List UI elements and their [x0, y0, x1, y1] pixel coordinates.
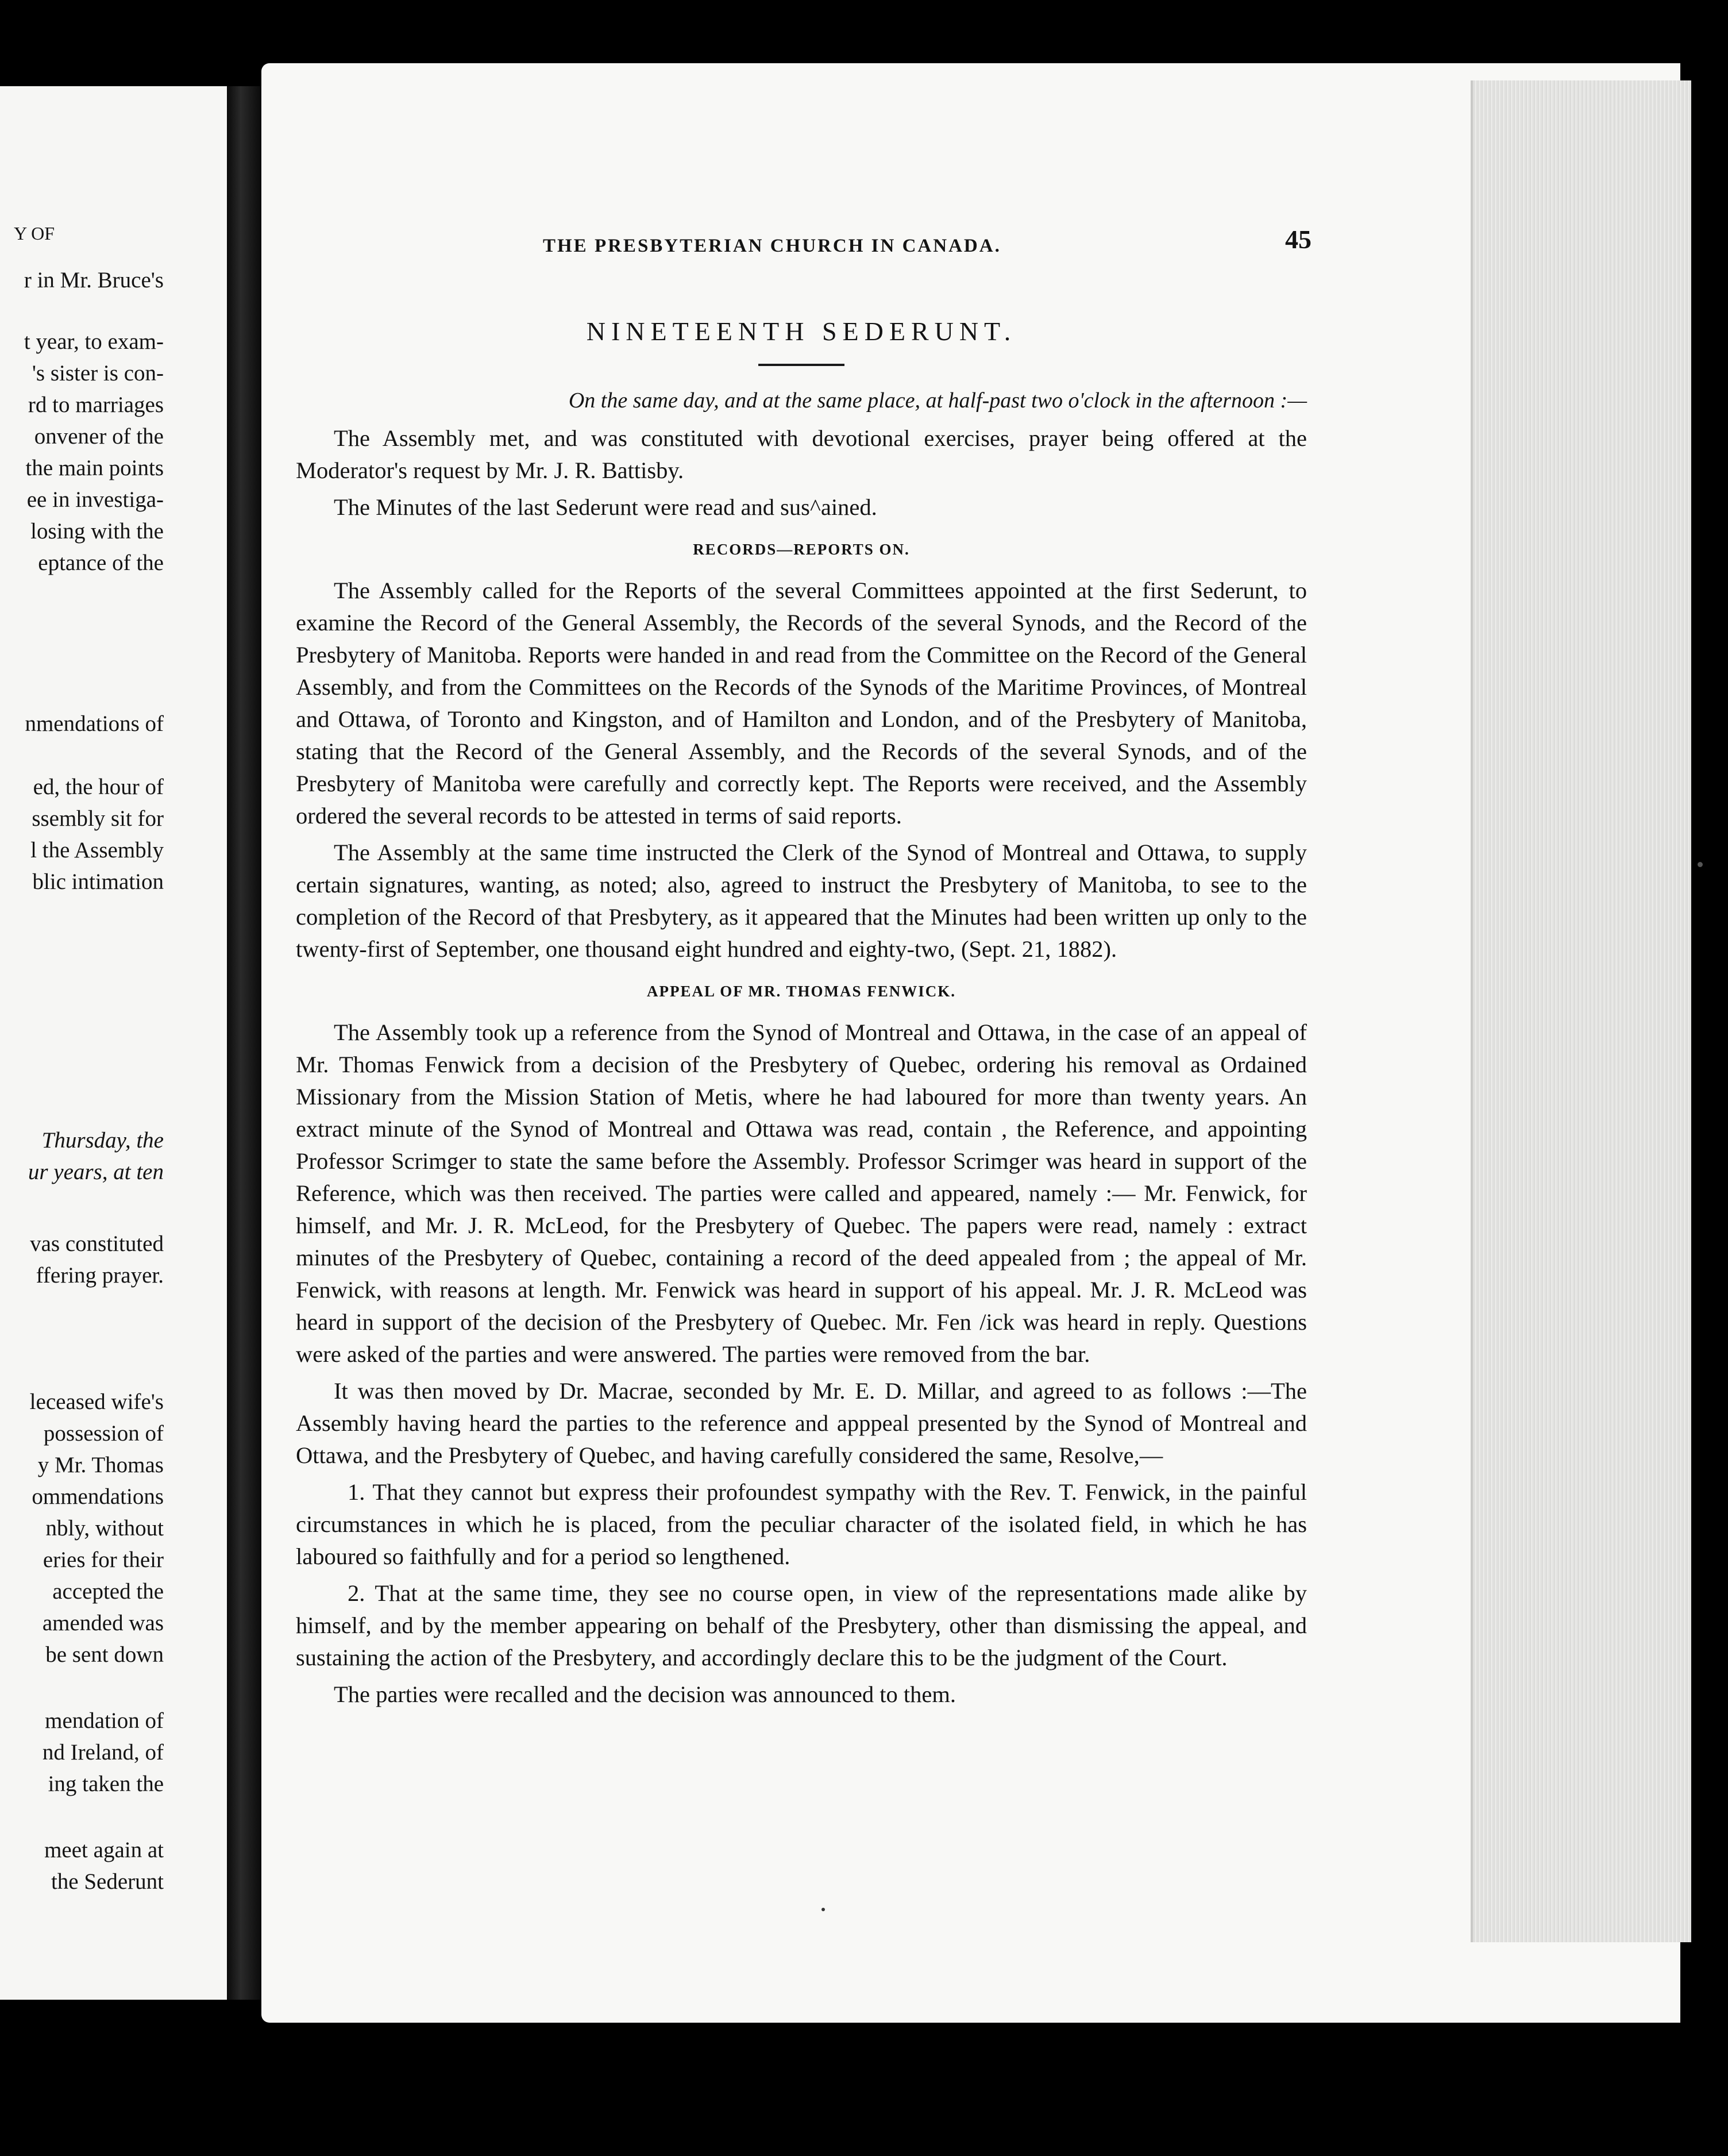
- left-line: Thursday, the: [41, 1128, 164, 1153]
- dust-speck: [821, 1908, 825, 1911]
- left-line: nmendations of: [25, 711, 164, 736]
- left-line: possession of: [43, 1421, 164, 1446]
- left-line: 's sister is con-: [32, 361, 164, 386]
- closing-paragraph: The parties were recalled and the decision was announced to them.: [334, 1681, 956, 1707]
- left-line: nbly, without: [45, 1516, 164, 1541]
- section-heading-appeal: APPEAL OF MR. THOMAS FENWICK.: [646, 983, 956, 1000]
- left-line: ur years, at ten: [28, 1160, 164, 1184]
- left-line: onvener of the: [34, 424, 164, 449]
- left-line: the Sederunt: [51, 1869, 164, 1894]
- left-line: vas constituted: [30, 1231, 164, 1256]
- left-line: leceased wife's: [29, 1389, 164, 1414]
- resolution-item: 2. That at the same time, they see no course open, in view of the representations made alike by himself, and by the member appearing on behalf of the Presbytery, other than dismissing the appeal, and sustaining the action of the Presbytery, and accordingly declare this to be the judgment of the Court.: [296, 1580, 1307, 1670]
- left-line: ssembly sit for: [32, 806, 164, 831]
- book-gutter: [227, 86, 261, 2000]
- left-line: meet again at: [44, 1838, 164, 1862]
- intro-line: On the same day, and at the same place, at half-past two o'clock in the afternoon :—: [568, 388, 1307, 413]
- left-page-fragment: [0, 86, 230, 2000]
- paragraph: It was then moved by Dr. Macrae, seconded by Mr. E. D. Millar, and agreed to as follows :—The Assembly having heard the parties to the reference and apppeal presented by the Synod of Montreal and Ottawa, and the Presbytery of Quebec, and having carefully considered the same, Resolve,—: [296, 1378, 1307, 1468]
- left-line: y Mr. Thomas: [37, 1453, 164, 1477]
- left-line: accepted the: [52, 1579, 164, 1604]
- left-line: ffering prayer.: [36, 1263, 164, 1288]
- left-line: t year, to exam-: [24, 329, 164, 354]
- sederunt-title: NINETEENTH SEDERUNT.: [586, 317, 1017, 346]
- left-line: eptance of the: [38, 550, 164, 575]
- paragraph: The Minutes of the last Sederunt were read and sus^ained.: [334, 494, 877, 520]
- left-line: the main points: [25, 456, 164, 480]
- left-line: mendation of: [45, 1708, 164, 1733]
- left-line: losing with the: [30, 519, 164, 544]
- left-line: l the Assembly: [30, 838, 164, 863]
- left-line: blic intimation: [32, 869, 164, 894]
- left-line: amended was: [42, 1611, 164, 1635]
- page-text: [296, 224, 1312, 1715]
- left-line: nd Ireland, of: [42, 1740, 164, 1765]
- left-line: ed, the hour of: [33, 775, 164, 799]
- paragraph: The Assembly at the same time instructed the Clerk of the Synod of Montreal and Ottawa, to supply certain signatures, wanting, as noted; also, agreed to instruct the Presbytery of Manitoba, to see to the completion of the Record of that Presbytery, as it appeared that the Minutes had been written up only to the twenty-first of September, one thousand eight hundred and eighty-two, (Sept. 21, 1882).: [296, 840, 1307, 962]
- paragraph: The Assembly called for the Reports of the several Committees appointed at the first Sederunt, to examine the Record of the General Assembly, the Records of the several Synods, and the Record of the Presbytery of Manitoba. Reports were handed in and read from the Committee on the Record of the General Assembly, and from the Committees on the Records of the Synods of the Maritime Provinces, of Montreal and Ottawa, of Toronto and Kingston, and of Hamilton and London, and of the Presbytery of Manitoba, stating that the Record of the General Assembly, and the Records of the several Synods, and of the Presbytery of Manitoba were carefully and correctly kept. The Reports were received, and the Assembly ordered the several records to be attested in terms of said reports.: [296, 578, 1307, 829]
- resolution-item: 1. That they cannot but express their profoundest sympathy with the Rev. T. Fenwick, in the painful circumstances in which he is placed, from the peculiar character of the isolated field, in which he has laboured so faithfully and for a period so lengthened.: [296, 1479, 1307, 1569]
- left-line: ee in investiga-: [26, 487, 164, 512]
- left-line: eries for their: [43, 1547, 164, 1572]
- left-line: ing taken the: [48, 1772, 164, 1796]
- left-line: Y OF: [14, 223, 55, 244]
- paragraph: The Assembly took up a reference from the Synod of Montreal and Ottawa, in the case of an appeal of Mr. Thomas Fenwick from a decision of the Presbytery of Quebec, ordering his removal as Ordained Missionary from the Mission Station of Metis, where he had laboured for more than twenty years. An extract minute of the Synod of Montreal and Ottawa was read, contain , the Reference, and appointing Professor Scrimger to state the same before the Assembly. Professor Scrimger was heard in support of the Reference, which was then received. The parties were called and appeared, namely :— Mr. Fenwick, for himself, and Mr. J. R. McLeod, for the Presbytery of Quebec. The papers were read, namely : extract minutes of the Presbytery of Quebec, containing a record of the deed appealed from ; the appeal of Mr. Fenwick, with reasons at length. Mr. Fenwick was heard in support of his appeal. Mr. J. R. McLeod was heard in support of the decision of the Presbytery of Quebec. Mr. Fen /ick was heard in reply. Questions were asked of the parties and were answered. The parties were removed from the bar.: [296, 1019, 1307, 1367]
- left-line: be sent down: [45, 1642, 164, 1667]
- dust-speck: [1698, 862, 1703, 867]
- page-number: 45: [1285, 225, 1312, 254]
- section-heading-records: RECORDS—REPORTS ON.: [693, 541, 910, 558]
- running-head: [296, 224, 1312, 264]
- title-rule: [758, 364, 844, 366]
- left-line: r in Mr. Bruce's: [24, 268, 164, 292]
- running-title: THE PRESBYTERIAN CHURCH IN CANADA.: [543, 236, 1001, 256]
- page-edges: [1471, 80, 1691, 1942]
- paragraph: The Assembly met, and was constituted with devotional exercises, prayer being offered at the Moderator's request by Mr. J. R. Battisby.: [296, 425, 1307, 483]
- left-line: rd to marriages: [28, 392, 164, 417]
- left-line: ommendations: [32, 1484, 164, 1509]
